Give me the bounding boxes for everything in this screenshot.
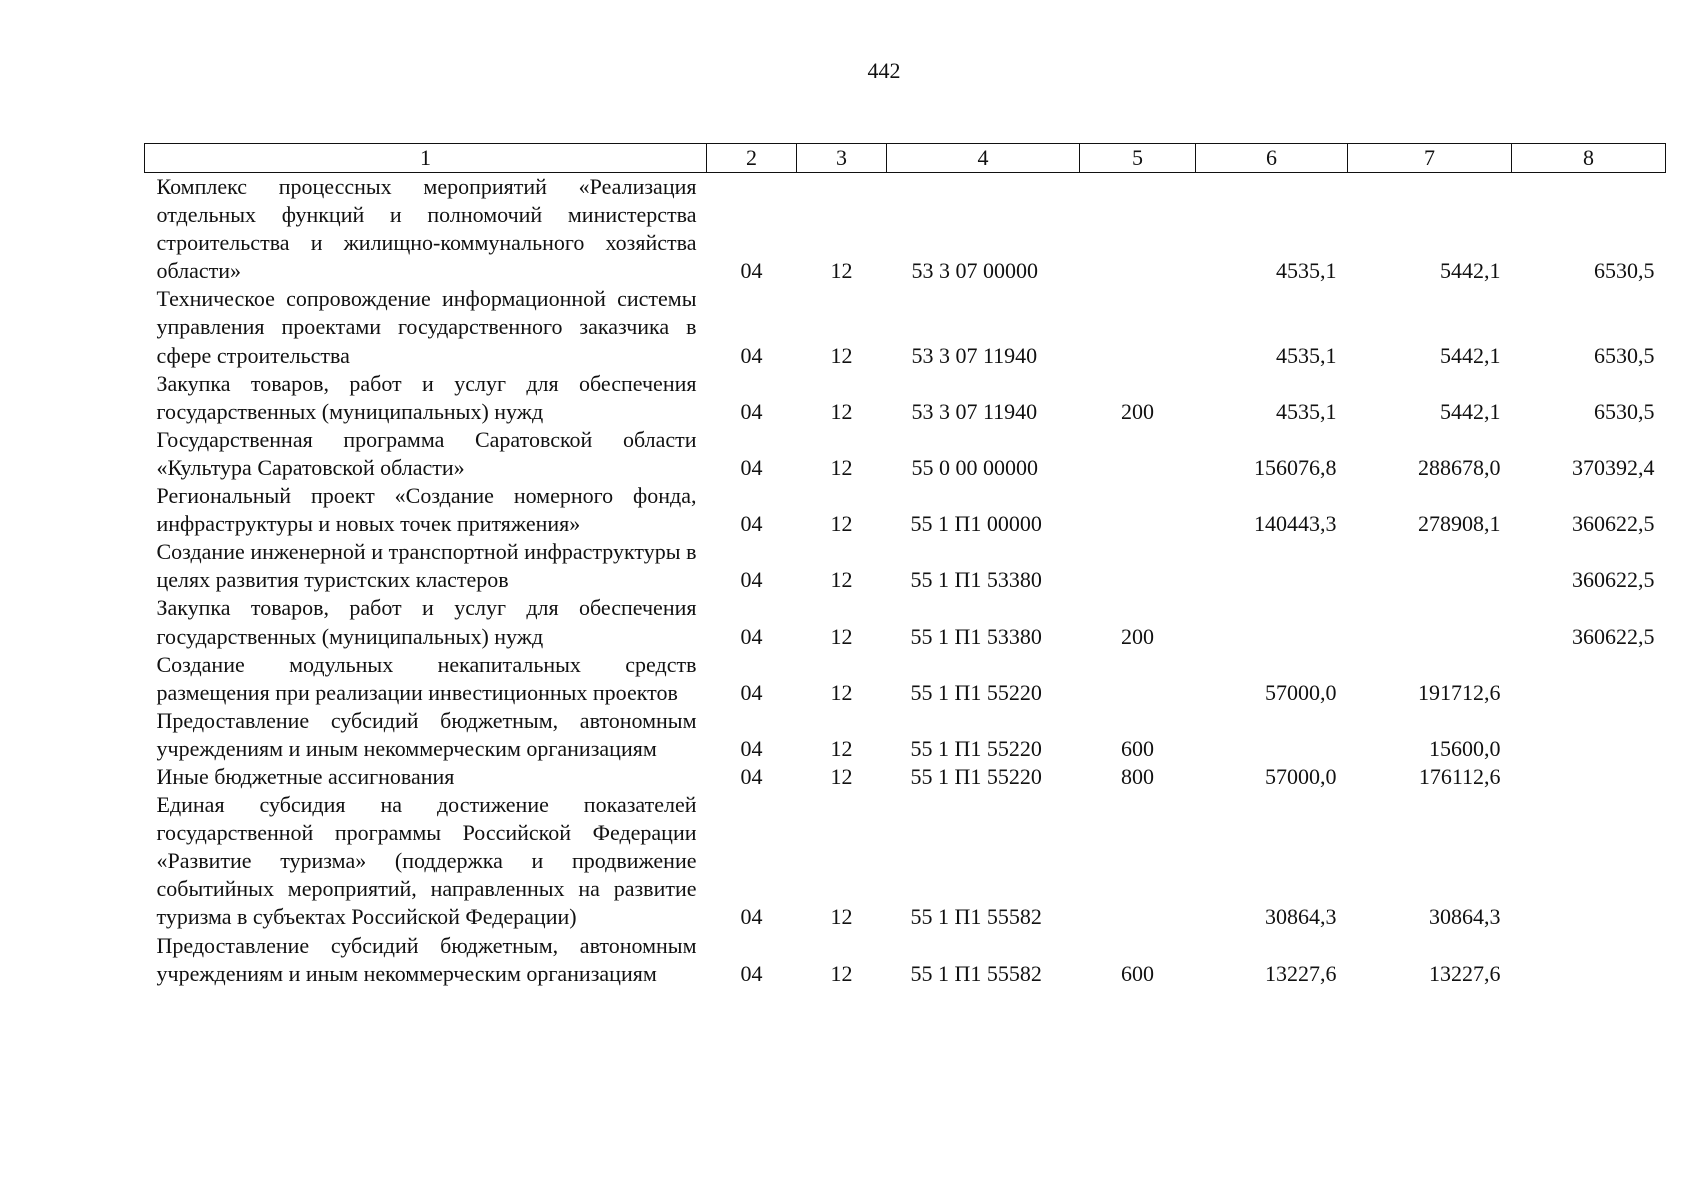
row-name: Предоставление субсидий бюджетным, автономным учреждениям и иным некоммерческим организациям — [156, 707, 697, 761]
row-name: Создание инженерной и транспортной инфраструктуры в целях развития туристских кластеров — [156, 539, 697, 593]
row-amount-col7: 5442,1 — [1440, 342, 1501, 368]
row-section: 04 — [740, 960, 763, 986]
row-name: Комплекс процессных мероприятий «Реализация отдельных функций и полномочий министерства строительства и жилищно-коммунального хозяйства области» — [156, 174, 697, 284]
row-expense-type — [1080, 538, 1196, 594]
table-row — [145, 707, 1666, 763]
row-subsection: 12 — [830, 623, 853, 649]
row-name: Предоставление субсидий бюджетным, автономным учреждениям и иным некоммерческим организациям — [156, 932, 697, 986]
row-expense-type: 600 — [1121, 735, 1154, 761]
row-amount-col8 — [1512, 763, 1666, 791]
row-subsection: 12 — [830, 735, 853, 761]
row-subsection: 12 — [830, 398, 853, 424]
row-amount-col8 — [1512, 707, 1666, 763]
row-name: Иные бюджетные ассигнования — [156, 763, 455, 789]
row-amount-col7: 288678,0 — [1418, 454, 1501, 480]
row-subsection: 12 — [830, 258, 853, 284]
row-amount-col7: 5442,1 — [1440, 258, 1501, 284]
row-amount-col6 — [1196, 538, 1348, 594]
row-expense-type: 200 — [1121, 623, 1154, 649]
row-target-article: 55 1 П1 55582 — [910, 960, 1042, 986]
row-subsection: 12 — [830, 342, 853, 368]
row-amount-col6 — [1196, 594, 1348, 650]
row-expense-type: 200 — [1121, 398, 1154, 424]
row-amount-col6: 156076,8 — [1254, 454, 1337, 480]
row-target-article: 53 3 07 00000 — [911, 258, 1038, 284]
row-subsection: 12 — [830, 511, 853, 537]
row-amount-col8 — [1512, 932, 1666, 988]
row-name: Создание модульных некапитальных средств размещения при реализации инвестиционных проектов — [156, 651, 697, 705]
row-subsection: 12 — [830, 904, 853, 930]
row-section: 04 — [740, 454, 763, 480]
row-name: Закупка товаров, работ и услуг для обеспечения государственных (муниципальных) нужд — [156, 370, 697, 424]
row-target-article: 55 0 00 00000 — [911, 454, 1038, 480]
row-amount-col7 — [1348, 538, 1512, 594]
header-cell-3: 3 — [797, 144, 887, 173]
row-amount-col8: 6530,5 — [1594, 258, 1655, 284]
row-amount-col7: 278908,1 — [1418, 511, 1501, 537]
table-row — [145, 763, 1666, 791]
row-target-article: 55 1 П1 55582 — [910, 904, 1042, 930]
table-row — [145, 651, 1666, 707]
row-amount-col6: 4535,1 — [1276, 398, 1337, 424]
row-section: 04 — [740, 398, 763, 424]
row-subsection: 12 — [830, 567, 853, 593]
row-subsection: 12 — [830, 763, 853, 789]
row-section: 04 — [740, 735, 763, 761]
row-subsection: 12 — [830, 679, 853, 705]
row-amount-col8: 370392,4 — [1572, 454, 1655, 480]
row-amount-col6: 4535,1 — [1276, 342, 1337, 368]
row-expense-type — [1080, 426, 1196, 482]
row-amount-col6: 13227,6 — [1265, 960, 1337, 986]
row-amount-col6: 4535,1 — [1276, 258, 1337, 284]
budget-table — [144, 143, 1666, 988]
table-row — [145, 538, 1666, 594]
row-name: Единая субсидия на достижение показателей государственной программы Российской Федерации «Развитие туризма» (поддержка и продвижение событийных мероприятий, направленных на развитие туризма в субъектах Российской Федерации) — [156, 792, 697, 930]
row-section: 04 — [740, 763, 763, 789]
row-expense-type: 600 — [1121, 960, 1154, 986]
row-name: Техническое сопровождение информационной системы управления проектами государственного заказчика в сфере строительства — [156, 286, 697, 368]
row-section: 04 — [740, 623, 763, 649]
row-amount-col7: 30864,3 — [1429, 904, 1501, 930]
row-amount-col7: 5442,1 — [1440, 398, 1501, 424]
row-target-article: 55 1 П1 53380 — [910, 623, 1042, 649]
row-amount-col7 — [1348, 594, 1512, 650]
header-cell-1: 1 — [145, 144, 707, 173]
row-amount-col6 — [1196, 707, 1348, 763]
row-section: 04 — [740, 567, 763, 593]
row-section: 04 — [740, 511, 763, 537]
row-expense-type — [1080, 651, 1196, 707]
row-amount-col8: 360622,5 — [1572, 511, 1655, 537]
row-amount-col8: 6530,5 — [1594, 342, 1655, 368]
table-row — [145, 426, 1666, 482]
row-target-article: 55 1 П1 55220 — [910, 735, 1042, 761]
row-expense-type: 800 — [1121, 763, 1154, 789]
header-cell-2: 2 — [707, 144, 797, 173]
row-amount-col8: 6530,5 — [1594, 398, 1655, 424]
row-target-article: 53 3 07 11940 — [911, 398, 1038, 424]
table-row — [145, 173, 1666, 286]
row-section: 04 — [740, 679, 763, 705]
row-amount-col7: 176112,6 — [1418, 763, 1501, 789]
row-amount-col6: 30864,3 — [1265, 904, 1337, 930]
row-name: Региональный проект «Создание номерного фонда, инфраструктуры и новых точек притяжения» — [156, 483, 697, 537]
row-expense-type — [1080, 173, 1196, 286]
row-amount-col7: 191712,6 — [1418, 679, 1501, 705]
row-target-article: 55 1 П1 55220 — [910, 679, 1042, 705]
row-target-article: 55 1 П1 53380 — [910, 567, 1042, 593]
table-row — [145, 932, 1666, 988]
row-amount-col7: 15600,0 — [1429, 735, 1501, 761]
header-cell-7: 7 — [1348, 144, 1512, 173]
row-target-article: 53 3 07 11940 — [911, 342, 1038, 368]
row-subsection: 12 — [830, 454, 853, 480]
header-cell-8: 8 — [1512, 144, 1666, 173]
row-expense-type — [1080, 285, 1196, 369]
table-row — [145, 482, 1666, 538]
header-cell-5: 5 — [1080, 144, 1196, 173]
row-name: Закупка товаров, работ и услуг для обеспечения государственных (муниципальных) нужд — [156, 595, 697, 649]
row-section: 04 — [740, 258, 763, 284]
header-row — [145, 144, 1666, 173]
row-target-article: 55 1 П1 55220 — [910, 763, 1042, 789]
table-row — [145, 791, 1666, 931]
row-expense-type — [1080, 482, 1196, 538]
row-amount-col8 — [1512, 791, 1666, 931]
row-expense-type — [1080, 791, 1196, 931]
row-subsection: 12 — [830, 960, 853, 986]
row-amount-col7: 13227,6 — [1429, 960, 1501, 986]
row-amount-col6: 140443,3 — [1254, 511, 1337, 537]
table-row — [145, 594, 1666, 650]
table-row — [145, 370, 1666, 426]
row-target-article: 55 1 П1 00000 — [910, 511, 1042, 537]
row-amount-col8: 360622,5 — [1572, 567, 1655, 593]
row-section: 04 — [740, 342, 763, 368]
row-section: 04 — [740, 904, 763, 930]
header-cell-6: 6 — [1196, 144, 1348, 173]
table-row — [145, 285, 1666, 369]
row-amount-col8 — [1512, 651, 1666, 707]
row-amount-col6: 57000,0 — [1265, 763, 1337, 789]
row-amount-col6: 57000,0 — [1265, 679, 1337, 705]
header-cell-4: 4 — [887, 144, 1080, 173]
row-name: Государственная программа Саратовской области «Культура Саратовской области» — [156, 426, 697, 480]
page-number: 442 — [867, 58, 901, 83]
row-amount-col8: 360622,5 — [1572, 623, 1655, 649]
